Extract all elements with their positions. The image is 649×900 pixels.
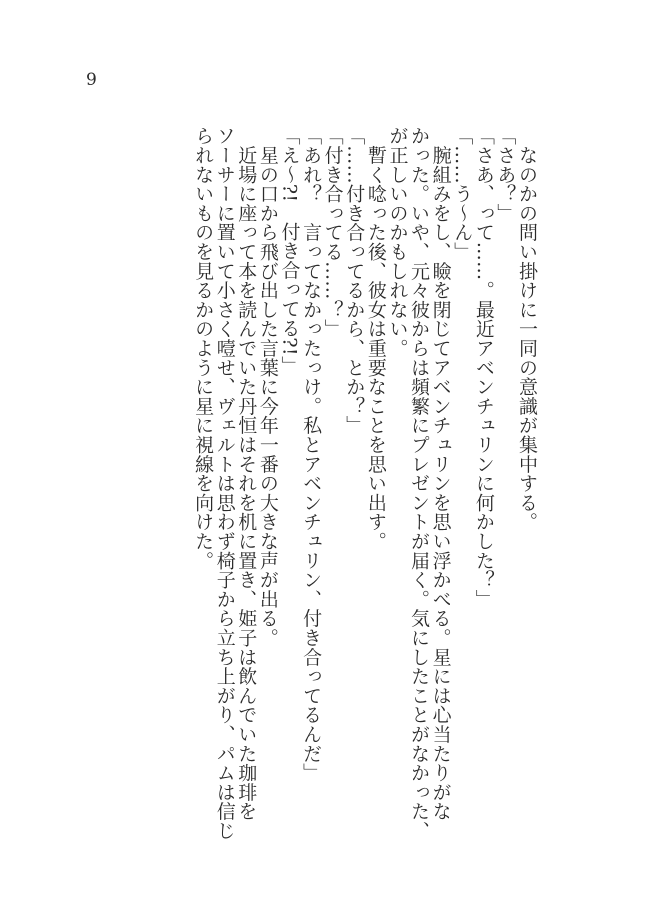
- text-line-8: 暫く唸った後、彼女は重要なことを思い出す。: [364, 126, 387, 551]
- text-line-15: ソーサーに置いて小さく噎せ、ヴェルトは思わず椅子から立ち上がり、パムは信じ: [213, 126, 236, 841]
- text-line-12: 「え〜?! 付き合ってる?!」: [278, 126, 301, 376]
- text-line-3: 「さあ、って……。最近アベンチュリンに何かした？」: [472, 126, 495, 609]
- text-line-6: かった。いや、元々彼からは頻繁にプレゼントが届く。気にしたことがなかった、: [408, 126, 431, 841]
- text-line-10: 「付き合ってる……？」: [321, 126, 344, 339]
- text-line-14: 近場に座って本を読んでいた丹恒はそれを机に置き、姫子は飲んでいた珈琲を: [235, 126, 258, 821]
- text-line-13: 星の口から飛び出した言葉に今年一番の大きな声が出る。: [256, 126, 279, 648]
- text-line-5: 腕組みをし、瞼を閉じてアベンチュリンを思い浮かべる。星には心当たりがな: [429, 126, 452, 821]
- text-line-16: られないものを見るかのように星に視線を向けた。: [192, 126, 215, 570]
- page-number: 9: [86, 70, 97, 90]
- text-line-7: が正しいのかもしれない。: [386, 126, 409, 358]
- text-line-9: 「……付き合ってるから、とか？」: [343, 126, 366, 435]
- text-line-4: 「……う〜ん」: [451, 126, 474, 262]
- text-line-1: なのかの問い掛けに一同の意識が集中する。: [516, 126, 538, 532]
- body-text: [192, 126, 538, 841]
- text-line-2: 「さあ？」: [494, 126, 517, 223]
- text-line-11: 「あれ？ 言ってなかったっけ。私とアベンチュリン、付き合ってるんだ」: [300, 126, 323, 783]
